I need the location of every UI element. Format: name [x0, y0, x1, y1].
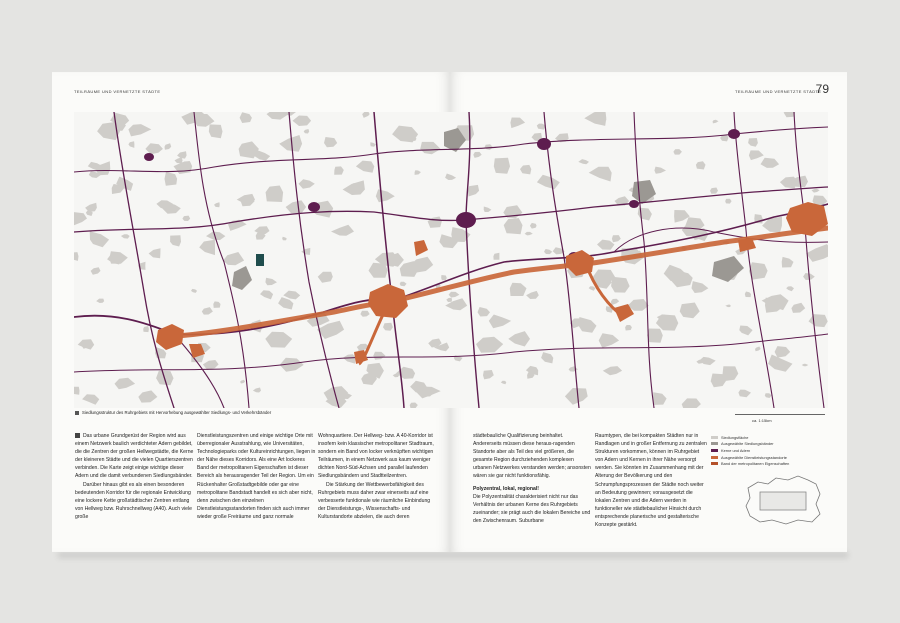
legend-swatch: [711, 462, 718, 465]
highlighted-site: [256, 254, 264, 266]
map-legend: [711, 434, 789, 467]
legend-label: Band der metropolitanen Eigenschaften: [721, 461, 790, 467]
paragraph: Raumtypen, die bei kompakten Städten nur in Randlagen und in großer Entfernung zu zentralen Strukturen vorkommen, können im Ruhrgebiet von Adern und Kernen in ihrer Nähe versorgt werden. Sie könnten im Zusammenhang mit der Alterung der Bevölkerung und den Schrumpfungsprozessen der Städte noch weiter an Bedeutung gewinnen; vorausgesetzt die lokalen Zentren und die Adern werden in funktioneller wie städtebaulicher Hinsicht durch entsprechende planerische und gestalterische Konzepte gestärkt.: [595, 433, 707, 529]
section-heading: Polyzentral, lokal, regional!: [473, 485, 539, 492]
legend-swatch: [711, 436, 718, 439]
map-background: [74, 112, 828, 408]
text-column-4: [473, 432, 593, 525]
paragraph: Dienstleistungszentren und einige wichtige Orte mit überregionaler Ausstrahlung, wie Universitäten, Technologieparks oder Kultureinrichtungen, liegen in der Nähe dieses Korridors. Als eine Art lockeres Band der metropolitanen Eigenschaften ist dieser Bereich als herausragender Teil der Region. Um ein Rückenhalter Großstadtgebilde oder gar eine metropolitane Bandstadt handelt es sich aber nicht, denn zwischen den einzelnen Dienstleistungsstandorten finden sich auch immer wieder große Freiräume und ganz normale: [197, 433, 316, 520]
paragraph: Darüber hinaus gibt es als einen besonderen bedeutenden Korridor für die regionale Entwicklung eine lockere Kette großstädtischer Zentren entlang von Hellweg bzw. Ruhrschnellweg (A40). Auch viele große: [75, 481, 192, 520]
map-extent-box: [760, 492, 806, 510]
settlement-map: [74, 112, 828, 408]
caption-marker: [75, 411, 79, 415]
legend-item: [711, 447, 789, 454]
map-caption: [75, 410, 271, 415]
paragraph: Die Stärkung der Wettbewerbsfähigkeit des Ruhrgebiets muss daher zwar einerseits auf eine verbesserte funktionale wie räumliche Einbindung der Dienstleistungs-, Wissenschafts- und Kulturstandorte abzielen, die auch deren: [318, 481, 431, 520]
paragraph: Das urbane Grundgerüst der Region wird aus einem Netzwerk baulich verdichteter Adern gebildet, die die Zentren der großen Hellwegstädte, die Kerne der kleineren Städte und die vielen Quartierszentren verbinden. Die Karte zeigt einige wichtige dieser Adern und die damit verbundenen Siedlungsbänder.: [75, 433, 194, 480]
page-number: 79: [815, 82, 829, 96]
text-column-1: [75, 432, 195, 521]
legend-label: Ausgewählte Siedlungsbänder: [721, 441, 774, 447]
legend-item: [711, 434, 789, 441]
running-head-right: TEILRÄUME UND VERNETZTE STÄDTE: [735, 89, 822, 94]
text-column-3: [318, 432, 438, 521]
running-head-left: TEILRÄUME UND VERNETZTE STÄDTE: [74, 89, 161, 94]
region-locator-map: [742, 474, 824, 526]
text-column-5: [595, 432, 707, 529]
legend-item: [711, 460, 789, 467]
paragraph: Die Polyzentralität charakterisiert nicht nur das Verhältnis der urbanen Kerne des Ruhrgebiets zueinander; sie prägt auch die lokalen Bereiche und den Zwischenraum. Suburbane: [473, 493, 591, 524]
legend-label: Kerne und Adern: [721, 447, 751, 453]
legend-swatch: [711, 456, 718, 459]
text-column-2: [197, 432, 317, 521]
paragraph: Wohnquartiere. Der Hellweg- bzw. A 40-Korridor ist insofern kein klassischer metropolitaner Stadtraum, sondern ein Band von locker verknüpften wichtigen Teilräumen, in einem Netzwerk aus kaum weniger dichten Nord-Süd-Achsen und parallel laufenden Siedlungsbändern und Stadtteilzentren.: [318, 433, 434, 480]
legend-item: [711, 454, 789, 461]
legend-item: [711, 441, 789, 448]
legend-swatch: [711, 449, 718, 452]
legend-label: Siedlungsfläche: [721, 434, 749, 440]
settlement-patch: [647, 329, 663, 343]
map-caption-text: Siedlungsstruktur des Ruhrgebiets mit Hervorhebung ausgewählter Siedlungs- und Verkehrsbänder: [82, 410, 272, 415]
settlement-patch: [494, 158, 510, 174]
legend-label: Ausgewählte Dienstleistungsstandorte: [721, 454, 787, 460]
scale-label: ca. 1:15km: [752, 418, 772, 423]
scale-bar: [735, 414, 825, 415]
settlement-patch: [74, 387, 80, 395]
legend-swatch: [711, 442, 718, 445]
book-shadow: [58, 552, 848, 558]
paragraph: städtebauliche Qualifizierung beinhaltet. Andererseits müssen diese heraus-ragenden Standorte aber als Teil des viel größeren, die gesamte Region durchziehenden komplexen urbanen Netzwerkes verstanden werden; ansonsten wären sie gar nicht funktionsfähig.: [473, 433, 591, 480]
